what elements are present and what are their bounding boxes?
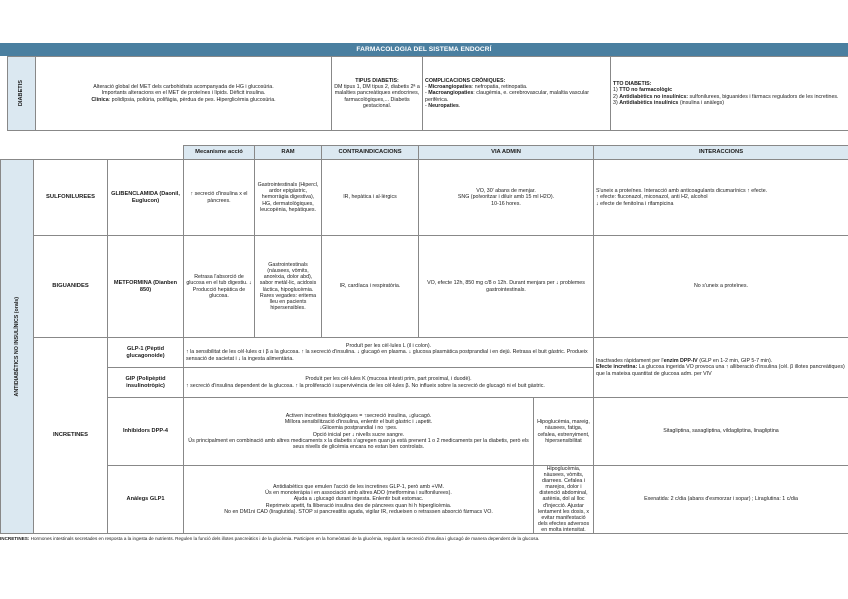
diabetis-desc-line2: Importants alteracions en el MET de proteïnes i lípids. Dèficit insulina. xyxy=(101,90,266,97)
side-label: ANTIDIABÈTICS NO INSULÍNICS (orals) xyxy=(13,296,20,397)
header-ram: RAM xyxy=(255,146,322,160)
analegs-ram: Hipoglucèmia, nàusees, vòmits, diarrees. Cefalea i marejos, dolor i distenció abdominal, astènia, dol al lloc d'injecció. Ajustar lentament les dosis, x evitar manifestació dels efectes adversos en molta intensitat. xyxy=(534,466,594,534)
dpp4-ram: Hipoglucèmia, mareig, nàusees, fatiga, cefalea, estrenyiment, hipersensibilitat xyxy=(534,398,594,466)
diabetis-desc-line1: Alteració global del MET dels carbohidrats acompanyada de HG i glucosúria. xyxy=(93,84,274,91)
analegs-mecanisme: Antidiabètics que emulen l'acció de les incretines GLP-1, però amb +VM. Ús en monoteràpia i en associació amb altres ADO (metformina i sulfonilurees). Ajuda a ↓glucagó durant ingesta. Enlentir buit estomac. Reprimeix apetit, fa lliberació insulina des de pàncrees quan hi h hiperglicèmia. No en DM1ni CAD (liraglutida). STOP si pancreatitis aguda, vigilar IR, redueixen o retrassen absorció fàrmacs VO. xyxy=(184,466,534,534)
table-row-biguanides xyxy=(1,236,848,338)
dpp4-mecanisme: Activen incretines fisiològiques = ↑secreció insulina, ↓glucagó. Millora sensibilització d'insulina, enlentir el buit gàstric i ↓apetit. ↓Glicemia postprandial i no ↑pes. Opció inicial per ↓ nivells sucre sangre. Ús principalment en combinació amb altres medicaments x la diabetis s'agregen quan ja està prenent 1 o 2 medicaments per la diabetis, però els seus nivells de glicèmia encara no estan ben controlats. xyxy=(184,398,534,466)
tto-item-2: 2) Antidiabètics no insulínics: sulfonilurees, biguanides i fàrmacs reguladors de les incretines. xyxy=(613,93,839,100)
table-row-sulfonilurees xyxy=(1,160,848,236)
header-interaccions: INTERACCIONS xyxy=(594,146,848,160)
diabetis-desc-line3: Clínica: polidípsia, poliúria, polifàgia, pèrdua de pes. Hiperglicèmia glucosúria. xyxy=(91,96,276,103)
header-via-admin: VIA ADMIN xyxy=(419,146,594,160)
drug-analegs-glp1: Anàlegs GLP1 xyxy=(108,466,184,534)
tto-item-3: 3) Antidiabètics insulínics (insulina i anàlegs) xyxy=(613,99,725,106)
tto-item-1: 1) TTO no farmacològic xyxy=(613,87,673,94)
side-label-cell xyxy=(1,160,34,534)
complicacions-croniques xyxy=(423,57,611,131)
clinica-label: Clínica xyxy=(91,96,109,103)
compl-item-1: - Microangiopaties: nefropatia, retinopatia. xyxy=(425,84,528,91)
drug-dpp4: Inhibidors DPP-4 xyxy=(108,398,184,466)
group-sulfonilurees: SULFONILUREES xyxy=(34,160,108,236)
header-mecanisme: Mecanisme acció xyxy=(184,146,255,160)
tipus-diabetis xyxy=(332,57,423,131)
analegs-interaccions: Exenatida: 2 c/dia (abans d'esmorzar i sopar) ; Liraglutina: 1 c/dia xyxy=(594,466,848,534)
diabetis-label: DIABETIS xyxy=(18,80,25,107)
group-biguanides: BIGUANIDES xyxy=(34,236,108,338)
glp-interaccions: Inactivades ràpidament per l'enzim DPP-IV (GLP en 1-2 min, GIP 5-7 min). Efecte incretina: La glucosa ingerida VO provoca una ↑ alliberació d'insulina (cèl. β illotes pancreàtiques) que la mateixa quantitat de glucosa adm. per VIV xyxy=(594,338,848,398)
antidiabetics-table xyxy=(0,145,848,534)
table-row-analegs-glp1 xyxy=(1,466,848,534)
diabetis-label-cell xyxy=(8,57,36,131)
bigua-mecanisme: Retrasa l'absorció de glucosa en el tub digestiu. ↓ Producció hepàtica de glucosa. xyxy=(184,236,255,338)
drug-gip: GIP (Polipèptid insulinotròpic) xyxy=(108,368,184,398)
drug-glp1: GLP-1 (Pèptid glucagonoide) xyxy=(108,338,184,368)
footnote-label: INCRETINES: xyxy=(0,536,30,541)
header-row xyxy=(1,146,848,160)
compl-item-3: - Neuropaties. xyxy=(425,102,461,109)
tto-title: TTO DIABETIS: xyxy=(613,81,652,88)
dpp4-interaccions: Sitagliptina, saxagliptina, vildagliptina, linagliptina xyxy=(594,398,848,466)
table-row-glp1 xyxy=(1,338,848,368)
table-row-dpp4 xyxy=(1,398,848,466)
group-incretines: INCRETINES xyxy=(34,338,108,534)
sulfo-interaccions: S'uneix a proteïnes. Interacció amb anticoagulants dicumarínics ↑ efecte. ↑ efecte: fluconazol, miconazol, anti H2, alcohol ↓ efecte de fenitoïna i rifampicina xyxy=(594,160,848,236)
glp1-description: Produït per les cèl·lules L (il i colon). ↑ la sensibilitat de les cèl·lules α i β a la glucosa. ↑ la secreció d'insulina. ↓ glucagó en plasma. ↓ glucosa plasmàtica postprandial i en dejú. Retrasa el buit gàstric. Produeix sensació de sacietat i ↓ la ingesta alimentària. xyxy=(184,338,594,368)
tto-diabetis xyxy=(611,57,848,131)
bigua-contraindicacions: IR, cardíaca i respiratòria. xyxy=(322,236,419,338)
compl-item-2: - Macroangiopaties: claugèmia, e. cerebrovascular, malaltia vascular perifèrica. xyxy=(425,90,589,103)
gip-description: Produït per les cèl·lules K (mucosa intesti prim, part proximal, i duodè). ↑ secreció d'insulina dependent de la glucosa. ↑ la proliferació i supervivència de les cèl·lules β. No influeix sobre la secreció de glucagó ni el buit gàstric. xyxy=(184,368,594,398)
page-title: FARMACOLOGIA DEL SISTEMA ENDOCRÍ xyxy=(0,43,848,56)
bigua-ram: Gastrointestinals (nàusees, vòmits, anorèxia, dolor abd), sabor metàl·lic, acidosis làctica, hipoglucèmia. Rares vegades: eritema lleu en pacients hipersensibles. xyxy=(255,236,322,338)
tipus-title: TIPUS DIABETIS: xyxy=(355,78,399,85)
footnote xyxy=(0,536,848,542)
footnote-text: Hormones intestinals secretades en resposta a la ingesta de nutrients. Regulen la funció dels illotes pancreàtics i de la glucèmia. Participen en la homeòstasi de la glucèmia, regulant la secreció d'insulina i glucagó de manera dependent de la glucosa. xyxy=(29,536,540,541)
bigua-interaccions: No s'uneix a proteïnes. xyxy=(594,236,848,338)
header-contraindicacions: CONTRAINDICACIONS xyxy=(322,146,419,160)
drug-glibenclamida: GLIBENCLAMIDA (Daonil, Euglucon) xyxy=(108,160,184,236)
bigua-via-admin: VO, efecte 12h, 850 mg c/8 o 12h. Durant menjars per ↓ problemes gastrointestinals. xyxy=(419,236,594,338)
sulfo-mecanisme: ↑ secreció d'insulina x el pàncrees. xyxy=(184,160,255,236)
diabetis-table xyxy=(7,56,848,131)
drug-metformina: METFORMINA (Dianben 850) xyxy=(108,236,184,338)
sulfo-contraindicacions: IR, hepàtica i al·lèrgics xyxy=(322,160,419,236)
tipus-body: DM tipus 1, DM tipus 2, diabetis 2ª a malalties pancreàtiques endocrines, farmacològiques,... Diabetis gestacional. xyxy=(334,84,420,109)
sulfo-via-admin: VO, 30' abans de menjar. SNG (polvoritzar i diluir amb 15 ml H2O). 10-16 hores. xyxy=(419,160,594,236)
diabetis-description xyxy=(36,57,332,131)
sulfo-ram: Gastrointestinals (Hipercl, ardor epigàstric, hemorràgia digestiva), HG, dermatològiques, leucopènia, hepàtiques. xyxy=(255,160,322,236)
compl-title: COMPLICACIONS CRÒNIQUES: xyxy=(425,78,506,85)
